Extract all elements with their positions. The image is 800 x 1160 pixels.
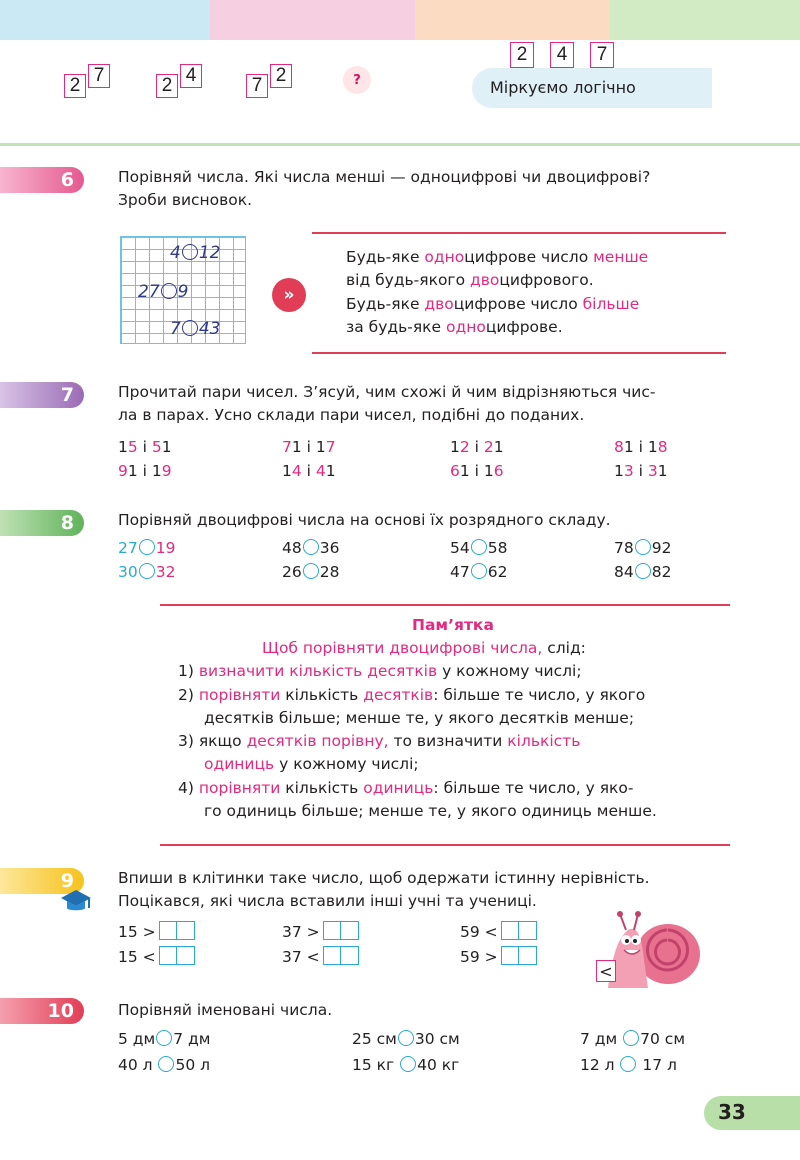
- pair-left: 84: [614, 563, 634, 581]
- task-8-pair: [614, 561, 671, 583]
- rule-bottom-line: [312, 352, 726, 354]
- memo-item-4: [178, 777, 633, 799]
- pair-left: 30: [118, 563, 138, 581]
- grid-row-3-left: 7: [170, 319, 181, 339]
- rule-l4a: за будь-яке: [346, 318, 446, 336]
- memo-title: Пам’ятка: [412, 616, 494, 634]
- compare-circle: [303, 539, 319, 555]
- answer-cell: [177, 921, 195, 940]
- answer-cell: [177, 946, 195, 965]
- pair-right: 62: [487, 563, 508, 581]
- rule-l2a: від будь-якого: [346, 271, 470, 289]
- task-10-item: [118, 1028, 210, 1050]
- memo-item-1-b: у кожному числі;: [437, 662, 582, 680]
- task-9-text-line1: Впиши в клітинки таке число, щоб одержати істинну нерівність.: [118, 869, 650, 887]
- task-7-pair: [118, 460, 172, 482]
- pair-digit: 1: [450, 438, 460, 456]
- tile-2-digit-2: 4: [180, 64, 202, 88]
- rule-l3b: дво: [424, 295, 454, 313]
- memo-item-3-l2b: у кожному числі;: [274, 755, 419, 773]
- memo-item-3-line2: [204, 753, 419, 775]
- pair-digit: 3: [623, 462, 634, 480]
- memo-intro-a: Щоб порівняти двоцифрові числа,: [262, 639, 543, 657]
- memo-intro-b: слід:: [542, 639, 586, 657]
- pair-digit: 6: [493, 462, 504, 480]
- pair-digit: 1: [657, 462, 668, 480]
- memo-item-1-num: 1): [178, 662, 194, 680]
- task-6-text-line2: Зроби висновок.: [118, 191, 253, 209]
- quantity-right: 50 л: [175, 1056, 211, 1074]
- band-pink: [210, 0, 415, 40]
- answer-cell: [323, 946, 341, 965]
- quantity-right: 7 дм: [173, 1030, 211, 1048]
- memo-item-3-d: кількість: [507, 732, 581, 750]
- memo-item-4-num: 4): [178, 779, 194, 797]
- task-7-pair: [614, 460, 668, 482]
- quantity-right: 17 л: [637, 1056, 677, 1074]
- memo-item-3-c: то визначити: [388, 732, 508, 750]
- pair-join: і: [469, 462, 484, 480]
- pair-digit: 1: [483, 462, 494, 480]
- task-9-item: [282, 946, 359, 971]
- memo-item-2-d: : більше те число, у якого: [433, 686, 646, 704]
- memo-item-1-a: визначити кількість десятків: [198, 662, 438, 680]
- memo-intro: [262, 637, 586, 659]
- quantity-left: 40 л: [118, 1056, 158, 1074]
- pair-digit: 1: [493, 438, 504, 456]
- quantity-left: 12 л: [580, 1056, 620, 1074]
- grid-row-1: [170, 242, 220, 264]
- pair-digit: 1: [315, 438, 326, 456]
- pair-digit: 1: [161, 438, 172, 456]
- rule-line-4: [346, 316, 563, 338]
- section-title: Міркуємо логічно: [490, 78, 636, 97]
- tile-3-digit-2: 2: [270, 64, 292, 88]
- pair-digit: 9: [118, 462, 128, 480]
- answer-cell: [519, 921, 537, 940]
- grid-row-2-right: 9: [177, 282, 189, 302]
- memo-top-line: [160, 604, 730, 606]
- inequality-label: 59 >: [460, 948, 498, 966]
- task-9-item: [460, 921, 537, 946]
- compare-circle: [156, 1030, 172, 1046]
- pair-digit: 1: [325, 462, 336, 480]
- question-mark-badge: ?: [343, 66, 371, 94]
- memo-item-2-b: кількість: [280, 686, 364, 704]
- memo-item-4-d: : більше те число, у яко-: [433, 779, 634, 797]
- pair-right: 92: [651, 539, 672, 557]
- compare-circle: [635, 563, 651, 579]
- tile-1-digit-2: 7: [88, 64, 110, 88]
- pair-join: і: [301, 438, 316, 456]
- grid-row-1-left: 4: [170, 243, 181, 263]
- answer-cell: [323, 921, 341, 940]
- pair-digit: 1: [459, 462, 470, 480]
- pair-digit: 2: [459, 438, 470, 456]
- inequality-label: 37 <: [282, 948, 320, 966]
- memo-item-2-num: 2): [178, 686, 194, 704]
- memo-item-4-line2: го одиниць більше; менше те, у якого одиниць менше.: [204, 802, 657, 820]
- rule-line-3: [346, 293, 639, 315]
- memo-item-4-c: одиниць: [363, 779, 434, 797]
- task-7-pair: [450, 460, 504, 482]
- pair-join: і: [137, 438, 152, 456]
- grid-row-3-circle: [182, 320, 198, 336]
- quantity-right: 30 см: [414, 1030, 460, 1048]
- pair-right: 58: [487, 539, 508, 557]
- rule-l4b: одно: [446, 318, 486, 336]
- rule-l3d: більше: [582, 295, 640, 313]
- grid-row-3: [170, 318, 220, 340]
- band-peach: [415, 0, 610, 40]
- top-color-bands: [0, 0, 800, 40]
- pair-digit: 7: [282, 438, 292, 456]
- pair-right: 32: [155, 563, 176, 581]
- pair-digit: 1: [647, 438, 658, 456]
- pair-digit: 1: [118, 438, 128, 456]
- memo-item-1: [178, 660, 582, 682]
- answer-cell: [159, 946, 177, 965]
- rule-line-2: [346, 269, 594, 291]
- memo-item-2-line2: десятків більше; менше те, у якого десятків менше;: [204, 709, 635, 727]
- answer-cells[interactable]: [159, 921, 195, 946]
- pair-right: 36: [319, 539, 340, 557]
- rule-l1c: цифрове число: [464, 248, 594, 266]
- task-10-item: [352, 1028, 460, 1050]
- pair-join: і: [633, 462, 648, 480]
- header-digit-2: 4: [550, 42, 574, 68]
- rule-l1b: одно: [424, 248, 465, 266]
- memo-item-3-l2a: одиниць: [204, 755, 275, 773]
- tile-1-digit-1: 2: [64, 74, 86, 98]
- compare-circle: [398, 1030, 414, 1046]
- rule-l3a: Будь-яке: [346, 295, 425, 313]
- double-arrow-icon: »: [272, 278, 306, 312]
- tile-2-digit-1: 2: [156, 74, 178, 98]
- pair-right: 28: [319, 563, 340, 581]
- task-7-tab: 7: [0, 382, 84, 408]
- task-9-tab: 9: [0, 868, 84, 894]
- band-green: [610, 0, 800, 40]
- memo-item-2-a: порівняти: [198, 686, 281, 704]
- task-10-item: [118, 1054, 210, 1076]
- task-10-text: Порівняй іменовані числа.: [118, 1001, 333, 1019]
- task-7-pair: [282, 460, 336, 482]
- task-7-text-line1: Прочитай пари чисел. З’ясуй, чим схожі й чим відрізняються чис-: [118, 383, 656, 401]
- quantity-left: 7 дм: [580, 1030, 623, 1048]
- task-9-item: [118, 946, 195, 971]
- header-divider: [0, 143, 800, 146]
- task-10-item: [580, 1028, 685, 1050]
- task-7-pair: [118, 436, 172, 458]
- pair-right: 19: [155, 539, 176, 557]
- quantity-right: 70 см: [640, 1030, 686, 1048]
- pair-digit: 2: [483, 438, 494, 456]
- task-10-item: [580, 1054, 677, 1076]
- task-8-tab: 8: [0, 510, 84, 536]
- pair-digit: 1: [291, 438, 302, 456]
- compare-circle: [139, 539, 155, 555]
- memo-item-4-a: порівняти: [198, 779, 281, 797]
- memo-item-3-num: 3): [178, 732, 194, 750]
- rule-top-line: [312, 232, 726, 234]
- inequality-label: 15 <: [118, 948, 156, 966]
- pair-digit: 1: [127, 462, 138, 480]
- inequality-label: 15 >: [118, 923, 156, 941]
- compare-circle: [620, 1056, 636, 1072]
- pair-join: і: [469, 438, 484, 456]
- answer-cells[interactable]: [501, 921, 537, 946]
- task-10-item: [352, 1054, 459, 1076]
- pair-digit: 1: [151, 462, 162, 480]
- grid-row-2-circle: [161, 283, 177, 299]
- compare-circle: [635, 539, 651, 555]
- compare-circle: [139, 563, 155, 579]
- graduation-cap-icon: [60, 886, 92, 918]
- header-digit-3: 7: [590, 42, 614, 68]
- pair-left: 27: [118, 539, 138, 557]
- rule-l2b: дво: [470, 271, 500, 289]
- task-7-text-line2: ла в парах. Усно склади пари чисел, подібні до поданих.: [118, 406, 585, 424]
- task-8-text: Порівняй двоцифрові числа на основі їх розрядного складу.: [118, 511, 611, 529]
- task-9-item: [460, 946, 537, 971]
- pair-digit: 7: [325, 438, 336, 456]
- grid-row-1-right: 12: [198, 243, 221, 263]
- pair-digit: 6: [450, 462, 460, 480]
- answer-cells[interactable]: [159, 946, 195, 971]
- task-8-pair: [282, 537, 339, 559]
- answer-cells[interactable]: [501, 946, 537, 971]
- quantity-right: 40 кг: [417, 1056, 460, 1074]
- answer-cell: [341, 946, 359, 965]
- task-8-pair: [450, 561, 507, 583]
- answer-cells[interactable]: [323, 946, 359, 971]
- pair-digit: 1: [282, 462, 292, 480]
- answer-cells[interactable]: [323, 921, 359, 946]
- task-8-pair: [118, 537, 175, 559]
- task-8-pair: [614, 537, 671, 559]
- answer-cell: [519, 946, 537, 965]
- compare-circle: [471, 563, 487, 579]
- memo-item-4-b: кількість: [280, 779, 364, 797]
- task-8-pair: [118, 561, 175, 583]
- task-9-text-line2: Поцікався, які числа вставили інші учні та учениці.: [118, 892, 537, 910]
- task-7-pair: [282, 436, 336, 458]
- answer-cell: [341, 921, 359, 940]
- grid-row-3-right: 43: [198, 319, 221, 339]
- pair-digit: 5: [127, 438, 138, 456]
- rule-l1a: Будь-яке: [346, 248, 425, 266]
- answer-cell: [501, 921, 519, 940]
- compare-circle: [623, 1030, 639, 1046]
- memo-item-3-a: якщо: [198, 732, 247, 750]
- pair-digit: 8: [614, 438, 624, 456]
- pair-left: 48: [282, 539, 302, 557]
- quantity-left: 25 см: [352, 1030, 397, 1048]
- rule-l1d: менше: [593, 248, 649, 266]
- compare-circle: [158, 1056, 174, 1072]
- pair-digit: 1: [623, 438, 634, 456]
- task-8-pair: [450, 537, 507, 559]
- pair-digit: 4: [291, 462, 302, 480]
- task-7-pair: [450, 436, 504, 458]
- rule-line-1: [346, 246, 648, 268]
- memo-item-2: [178, 684, 645, 706]
- pair-join: і: [633, 438, 648, 456]
- pair-left: 78: [614, 539, 634, 557]
- pair-digit: 1: [614, 462, 624, 480]
- memo-item-2-c: десятків: [363, 686, 434, 704]
- pair-digit: 4: [315, 462, 326, 480]
- pair-left: 26: [282, 563, 302, 581]
- inequality-label: 37 >: [282, 923, 320, 941]
- pair-digit: 3: [647, 462, 658, 480]
- task-9-item: [282, 921, 359, 946]
- compare-circle: [400, 1056, 416, 1072]
- band-blue: [0, 0, 210, 40]
- header-digit-1: 2: [510, 42, 534, 68]
- rule-l2c: цифрового.: [499, 271, 594, 289]
- task-7-pair: [614, 436, 668, 458]
- answer-cell: [501, 946, 519, 965]
- grid-row-2-left: 27: [138, 282, 160, 302]
- page-number: 33: [718, 1100, 746, 1124]
- pair-left: 54: [450, 539, 470, 557]
- pair-right: 82: [651, 563, 672, 581]
- grid-row-2: [138, 281, 188, 303]
- pair-digit: 9: [161, 462, 172, 480]
- rule-l4c: цифрове.: [485, 318, 563, 336]
- quantity-left: 15 кг: [352, 1056, 400, 1074]
- memo-bottom-line: [160, 844, 730, 846]
- task-8-pair: [282, 561, 339, 583]
- pair-left: 47: [450, 563, 470, 581]
- pair-digit: 8: [657, 438, 668, 456]
- memo-item-3-b: десятків порівну,: [246, 732, 389, 750]
- rule-l3c: цифрове число: [453, 295, 583, 313]
- task-6-text-line1: Порівняй числа. Які числа менші — одноцифрові чи двоцифрові?: [118, 168, 651, 186]
- pair-digit: 5: [151, 438, 162, 456]
- grid-row-1-circle: [182, 244, 198, 260]
- task-9-item: [118, 921, 195, 946]
- tile-3-digit-1: 7: [246, 74, 268, 98]
- memo-item-3: [178, 730, 580, 752]
- pair-join: і: [137, 462, 152, 480]
- compare-circle: [303, 563, 319, 579]
- snail-card: <: [596, 960, 616, 982]
- quantity-left: 5 дм: [118, 1030, 156, 1048]
- answer-cell: [159, 921, 177, 940]
- task-10-tab: 10: [0, 998, 84, 1024]
- pair-join: і: [301, 462, 316, 480]
- compare-circle: [471, 539, 487, 555]
- inequality-label: 59 <: [460, 923, 498, 941]
- task-6-tab: 6: [0, 167, 84, 193]
